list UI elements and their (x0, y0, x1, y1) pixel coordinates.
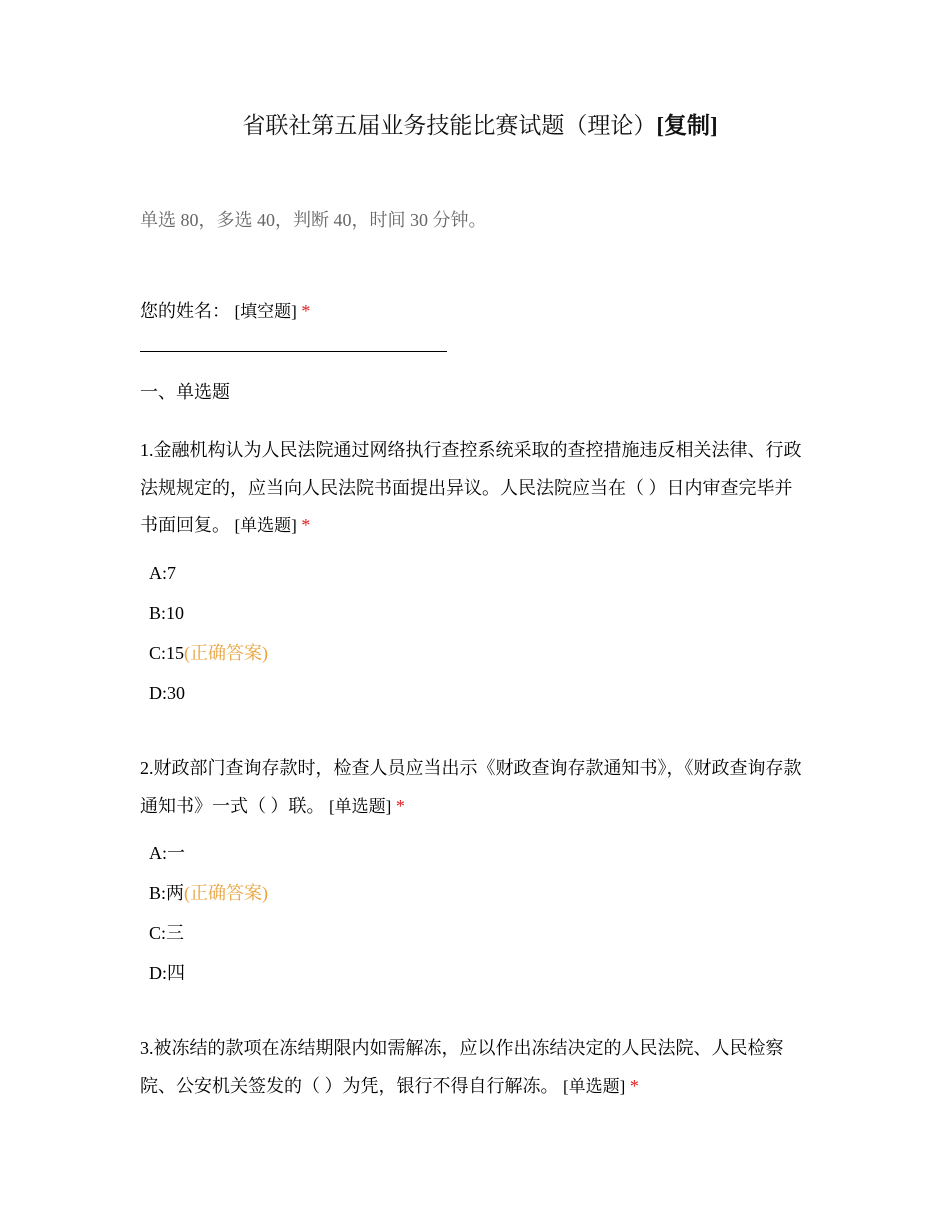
question-1-type-tag: [单选题] (234, 516, 297, 535)
option-item (149, 920, 549, 960)
question-3-type-tag: [单选题] (563, 1076, 626, 1096)
name-question (140, 298, 310, 325)
required-mark: * (301, 301, 311, 321)
option-label: B:两 (149, 883, 185, 903)
title-text: 省联社第五届业务技能比赛试题（理论） (242, 113, 657, 138)
required-mark: * (395, 795, 405, 816)
option-item (149, 960, 549, 1000)
name-question-type-tag: [填空题] (234, 302, 297, 321)
section-title-single-choice: 一、单选题 (140, 382, 230, 402)
question-2-text: 2.财政部门查询存款时，检查人员应当出示《财政查询存款通知书》，《财政查询存款通知书》一式（ ）联。 (140, 758, 802, 816)
option-item (149, 880, 549, 920)
option-item (149, 640, 549, 680)
option-item (149, 680, 549, 720)
question-1-options (149, 560, 549, 720)
required-mark: * (629, 1075, 639, 1096)
option-label: A:一 (149, 843, 185, 863)
survey-description: 单选 80，多选 40，判断 40，时间 30 分钟。 (140, 210, 487, 230)
option-label: D:四 (149, 963, 185, 983)
question-3-text: 3.被冻结的款项在冻结期限内如需解冻，应以作出冻结决定的人民法院、人民检察院、公安机关签发的（ ）为凭，银行不得自行解冻。 (140, 1038, 784, 1096)
option-label: D:30 (149, 683, 185, 703)
option-item (149, 600, 549, 640)
option-item (149, 840, 549, 880)
name-question-label: 您的姓名： (140, 301, 230, 321)
title-copy-tag: [复制] (656, 113, 718, 138)
question-2-options (149, 840, 549, 1000)
option-label: A:7 (149, 563, 176, 583)
question-2-type-tag: [单选题] (329, 796, 392, 816)
correct-answer-marker: (正确答案) (184, 643, 269, 663)
option-item (149, 560, 549, 600)
required-mark: * (301, 515, 311, 535)
question-1 (140, 432, 810, 545)
page-title (0, 110, 950, 142)
correct-answer-marker: (正确答案) (184, 883, 269, 903)
question-3 (140, 1030, 810, 1105)
question-1-text: 1.金融机构认为人民法院通过网络执行查控系统采取的查控措施违反相关法律、行政法规规定的，应当向人民法院书面提出异议。人民法院应当在（ ）日内审查完毕并书面回复。 (140, 440, 802, 535)
option-label: C:三 (149, 923, 185, 943)
option-label: C:15 (149, 643, 185, 663)
question-2 (140, 750, 810, 825)
name-input-line[interactable] (140, 351, 447, 352)
option-label: B:10 (149, 603, 185, 623)
